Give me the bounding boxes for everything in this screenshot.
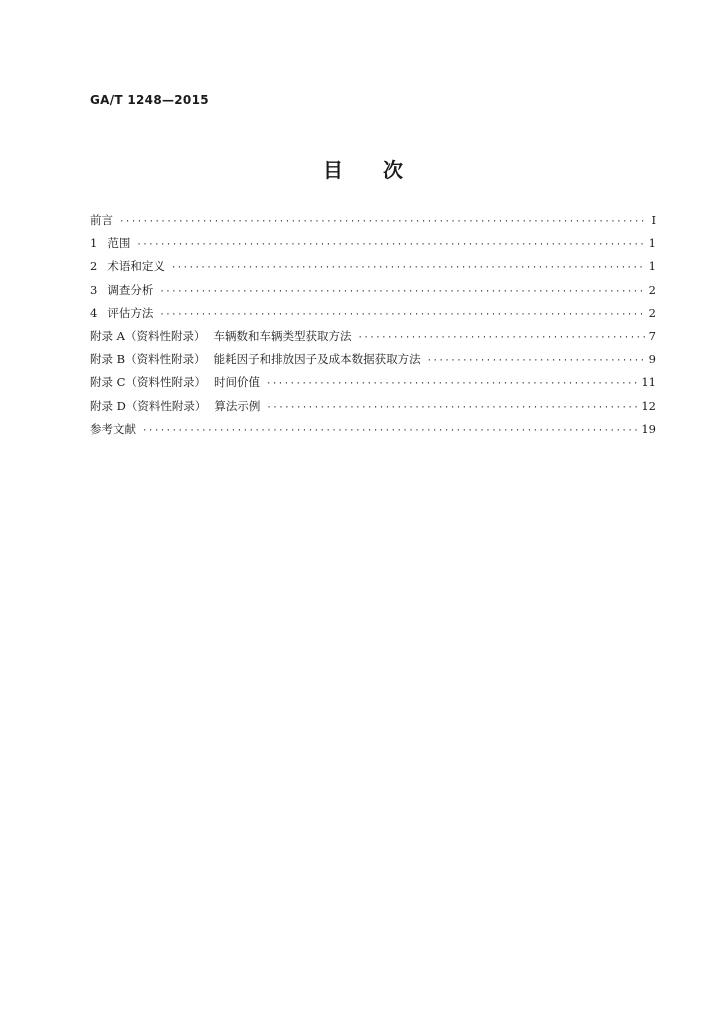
toc-entry-annex-prefix: 附录 D（资料性附录） <box>90 398 207 413</box>
toc-entry-page: 9 <box>648 352 656 367</box>
toc-entry-label: 车辆数和车辆类型获取方法 <box>213 328 352 343</box>
toc-entry-label: 评估方法 <box>107 305 154 320</box>
title-char-2: 次 <box>383 158 403 182</box>
toc-entry-annex-a[interactable] <box>90 325 656 348</box>
title-char-1: 目 <box>323 158 343 182</box>
toc-entry-page: 7 <box>648 328 656 343</box>
toc-entry-survey[interactable] <box>90 279 656 302</box>
page-title <box>0 154 726 183</box>
toc-entry-scope[interactable] <box>90 232 656 255</box>
dot-leader <box>171 257 645 280</box>
toc-entry-annex-prefix: 附录 B（资料性附录） <box>90 352 206 367</box>
toc-entry-references[interactable] <box>90 418 656 441</box>
toc-entry-annex-prefix: 附录 C（资料性附录） <box>90 375 206 390</box>
toc-entry-page: I <box>651 213 656 227</box>
dot-leader <box>357 327 645 350</box>
toc-entry-label: 调查分析 <box>107 282 154 297</box>
table-of-contents <box>90 209 656 441</box>
toc-entry-label: 范围 <box>107 236 131 251</box>
toc-entry-methods[interactable] <box>90 302 656 325</box>
toc-entry-page: 19 <box>641 421 656 436</box>
toc-entry-label: 时间价值 <box>213 375 260 390</box>
toc-entry-label: 参考文献 <box>90 421 136 436</box>
toc-entry-number: 3 <box>90 282 98 297</box>
toc-entry-label: 算法示例 <box>214 398 261 413</box>
toc-entry-label: 前言 <box>90 213 113 227</box>
toc-entry-label: 术语和定义 <box>107 259 165 274</box>
toc-entry-annex-d[interactable] <box>90 395 656 418</box>
toc-entry-page: 1 <box>648 236 656 251</box>
toc-entry-number: 4 <box>90 305 98 320</box>
dot-leader <box>119 211 645 234</box>
dot-leader <box>142 420 638 443</box>
toc-entry-annex-c[interactable] <box>90 371 656 394</box>
dot-leader <box>427 350 645 373</box>
toc-entry-page: 2 <box>648 305 656 320</box>
dot-leader <box>159 304 645 327</box>
toc-entry-number: 1 <box>90 236 98 251</box>
toc-entry-page: 1 <box>648 259 656 274</box>
toc-entry-page: 2 <box>648 282 656 297</box>
document-code: GA/T 1248—2015 <box>90 93 209 107</box>
dot-leader <box>266 397 638 420</box>
dot-leader <box>136 234 645 257</box>
toc-entry-number: 2 <box>90 259 98 274</box>
dot-leader <box>159 281 645 304</box>
toc-entry-label: 能耗因子和排放因子及成本数据获取方法 <box>213 352 421 367</box>
toc-entry-foreword[interactable] <box>90 209 656 232</box>
toc-entry-annex-b[interactable] <box>90 348 656 371</box>
dot-leader <box>266 373 638 396</box>
toc-entry-page: 12 <box>641 398 656 413</box>
toc-entry-page: 11 <box>641 375 656 390</box>
toc-entry-terms[interactable] <box>90 255 656 278</box>
toc-entry-annex-prefix: 附录 A（资料性附录） <box>90 328 206 343</box>
